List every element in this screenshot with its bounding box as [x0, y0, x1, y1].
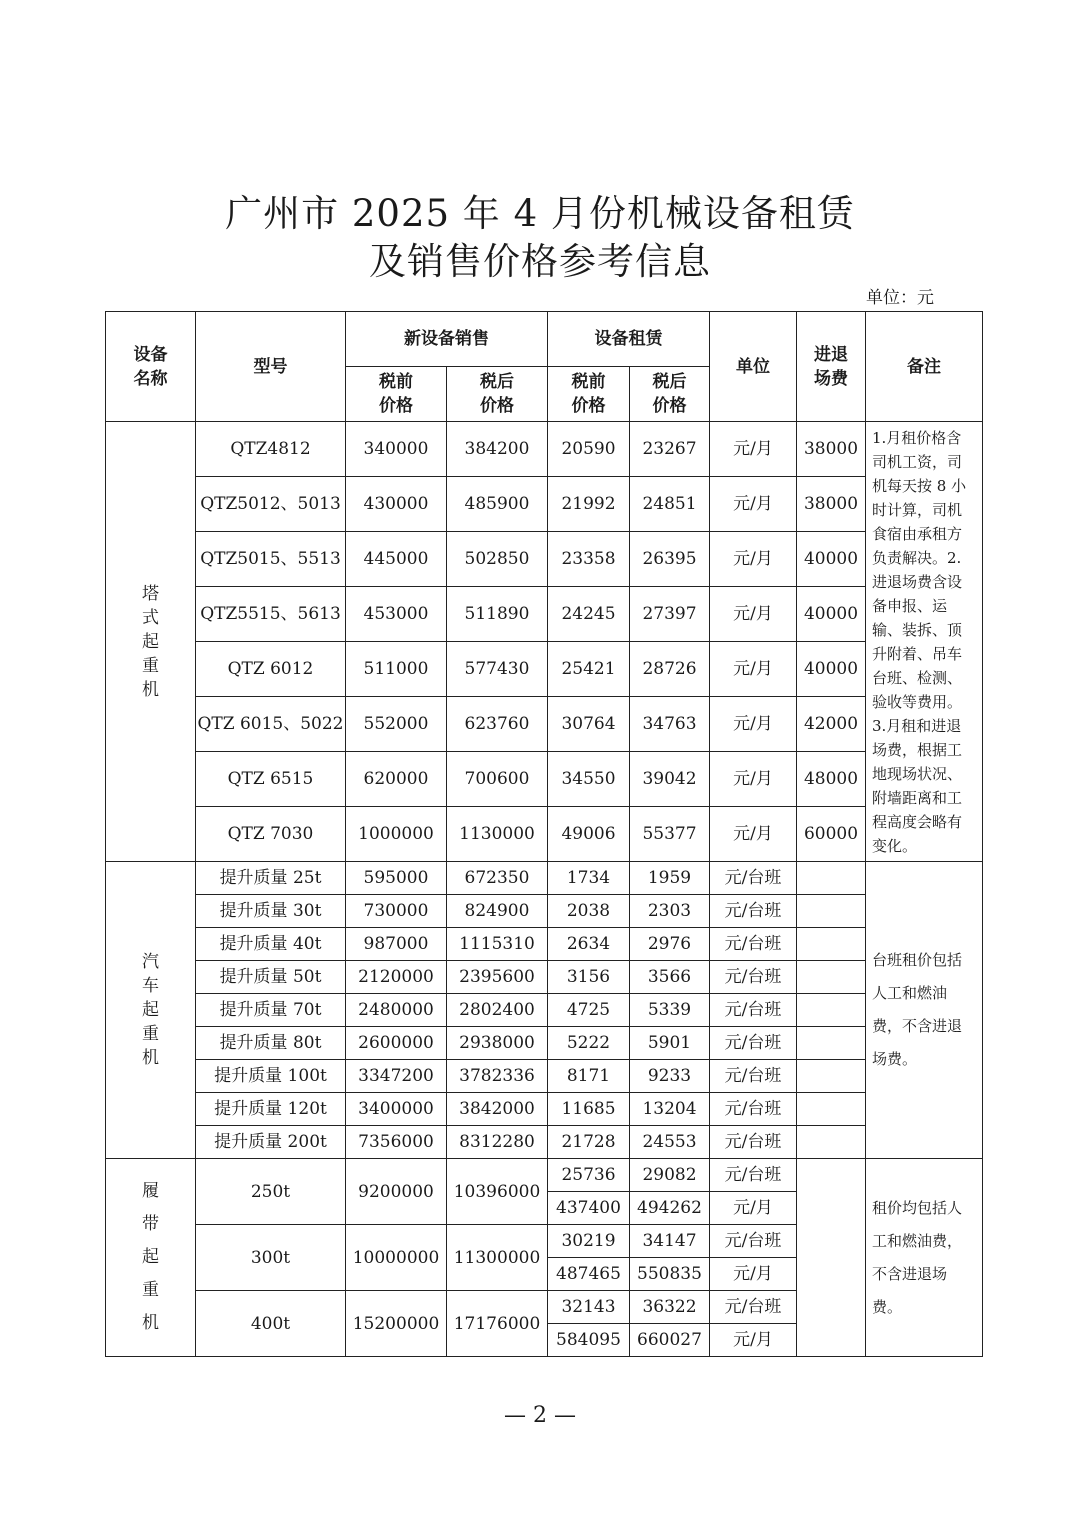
sale-pre-cell: 511000: [346, 642, 447, 697]
unit-cell: 元/月: [710, 697, 797, 752]
title-line-2: 及销售价格参考信息: [369, 240, 711, 283]
fee-cell: [797, 928, 866, 961]
model-cell: 提升质量 80t: [196, 1027, 346, 1060]
rent-post-cell: 1959: [630, 862, 710, 895]
sale-pre-cell: 730000: [346, 895, 447, 928]
unit-cell: 元/台班: [710, 1126, 797, 1159]
rent-post-cell: 34147: [630, 1225, 710, 1258]
rent-pre-cell: 11685: [548, 1093, 630, 1126]
sale-post-cell: 623760: [447, 697, 548, 752]
sale-post-cell: 502850: [447, 532, 548, 587]
rent-pre-cell: 2038: [548, 895, 630, 928]
fee-cell: [797, 961, 866, 994]
sale-post-cell: 11300000: [447, 1225, 548, 1291]
truck-remark: 台班租价包括人工和燃油费，不含进退场费。: [866, 862, 983, 1159]
header-rent-post-tax: 税后价格: [630, 367, 710, 422]
model-cell: 提升质量 70t: [196, 994, 346, 1027]
header-sale-post-tax: 税后价格: [447, 367, 548, 422]
model-cell: 400t: [196, 1291, 346, 1357]
rent-post-cell: 24851: [630, 477, 710, 532]
sale-pre-cell: 340000: [346, 422, 447, 477]
rent-post-cell: 13204: [630, 1093, 710, 1126]
sale-pre-cell: 595000: [346, 862, 447, 895]
header-fee: 进退场费: [797, 312, 866, 422]
unit-cell: 元/台班: [710, 1027, 797, 1060]
fee-cell: 38000: [797, 477, 866, 532]
unit-cell: 元/月: [710, 807, 797, 862]
unit-cell: 元/月: [710, 1192, 797, 1225]
unit-cell: 元/月: [710, 477, 797, 532]
rent-post-cell: 24553: [630, 1126, 710, 1159]
sale-pre-cell: 2480000: [346, 994, 447, 1027]
sale-pre-cell: 2600000: [346, 1027, 447, 1060]
model-cell: 提升质量 50t: [196, 961, 346, 994]
sale-post-cell: 511890: [447, 587, 548, 642]
rent-post-cell: 55377: [630, 807, 710, 862]
sale-pre-cell: 445000: [346, 532, 447, 587]
unit-cell: 元/月: [710, 752, 797, 807]
rent-pre-cell: 25736: [548, 1159, 630, 1192]
rent-pre-cell: 21728: [548, 1126, 630, 1159]
unit-cell: 元/台班: [710, 1291, 797, 1324]
sale-post-cell: 1115310: [447, 928, 548, 961]
title-line-1: 广州市 2025 年 4 月份机械设备租赁: [225, 192, 855, 235]
fee-cell: 60000: [797, 807, 866, 862]
fee-cell: [797, 1159, 866, 1357]
table-row: [106, 961, 983, 994]
table-row: [106, 477, 983, 532]
tower-crane-name: 塔式起重机: [106, 422, 196, 862]
sale-pre-cell: 2120000: [346, 961, 447, 994]
unit-cell: 元/台班: [710, 1060, 797, 1093]
table-row: [106, 1027, 983, 1060]
rent-pre-cell: 1734: [548, 862, 630, 895]
rent-post-cell: 5339: [630, 994, 710, 1027]
sale-post-cell: 384200: [447, 422, 548, 477]
sale-post-cell: 824900: [447, 895, 548, 928]
header-remark: 备注: [866, 312, 983, 422]
sale-post-cell: 577430: [447, 642, 548, 697]
model-cell: QTZ 7030: [196, 807, 346, 862]
crawler-crane-name: 履带起重机: [106, 1159, 196, 1357]
model-cell: 提升质量 120t: [196, 1093, 346, 1126]
rent-post-cell: 29082: [630, 1159, 710, 1192]
fee-cell: 40000: [797, 587, 866, 642]
header-model: 型号: [196, 312, 346, 422]
fee-cell: 48000: [797, 752, 866, 807]
sale-pre-cell: 10000000: [346, 1225, 447, 1291]
rent-pre-cell: 21992: [548, 477, 630, 532]
model-cell: 提升质量 40t: [196, 928, 346, 961]
rent-pre-cell: 49006: [548, 807, 630, 862]
fee-cell: [797, 1126, 866, 1159]
rent-pre-cell: 20590: [548, 422, 630, 477]
rent-post-cell: 550835: [630, 1258, 710, 1291]
sale-post-cell: 3782336: [447, 1060, 548, 1093]
table-row: [106, 807, 983, 862]
rent-pre-cell: 487465: [548, 1258, 630, 1291]
table-row: [106, 895, 983, 928]
fee-cell: [797, 1060, 866, 1093]
header-name: 设备名称: [106, 312, 196, 422]
sale-post-cell: 672350: [447, 862, 548, 895]
rent-pre-cell: 32143: [548, 1291, 630, 1324]
header-unit: 单位: [710, 312, 797, 422]
fee-cell: [797, 1093, 866, 1126]
fee-cell: [797, 862, 866, 895]
rent-post-cell: 5901: [630, 1027, 710, 1060]
table-row: [106, 752, 983, 807]
rent-post-cell: 2303: [630, 895, 710, 928]
rent-post-cell: 9233: [630, 1060, 710, 1093]
table-row: [106, 642, 983, 697]
sale-post-cell: 2802400: [447, 994, 548, 1027]
rent-pre-cell: 30764: [548, 697, 630, 752]
sale-pre-cell: 1000000: [346, 807, 447, 862]
rent-post-cell: 28726: [630, 642, 710, 697]
fee-cell: [797, 994, 866, 1027]
header-sale-pre-tax: 税前价格: [346, 367, 447, 422]
sale-post-cell: 17176000: [447, 1291, 548, 1357]
rent-pre-cell: 437400: [548, 1192, 630, 1225]
price-table: [105, 311, 983, 1357]
rent-post-cell: 39042: [630, 752, 710, 807]
fee-cell: 38000: [797, 422, 866, 477]
unit-cell: 元/台班: [710, 895, 797, 928]
rent-post-cell: 27397: [630, 587, 710, 642]
rent-pre-cell: 34550: [548, 752, 630, 807]
rent-post-cell: 494262: [630, 1192, 710, 1225]
model-cell: 300t: [196, 1225, 346, 1291]
rent-pre-cell: 4725: [548, 994, 630, 1027]
model-cell: QTZ5012、5013: [196, 477, 346, 532]
unit-cell: 元/台班: [710, 1093, 797, 1126]
sale-pre-cell: 7356000: [346, 1126, 447, 1159]
sale-pre-cell: 15200000: [346, 1291, 447, 1357]
unit-cell: 元/台班: [710, 994, 797, 1027]
sale-post-cell: 700600: [447, 752, 548, 807]
unit-cell: 元/台班: [710, 862, 797, 895]
unit-cell: 元/台班: [710, 1159, 797, 1192]
sale-pre-cell: 430000: [346, 477, 447, 532]
rent-pre-cell: 30219: [548, 1225, 630, 1258]
model-cell: 提升质量 25t: [196, 862, 346, 895]
unit-cell: 元/月: [710, 422, 797, 477]
model-cell: QTZ 6012: [196, 642, 346, 697]
rent-post-cell: 34763: [630, 697, 710, 752]
model-cell: QTZ5515、5613: [196, 587, 346, 642]
rent-post-cell: 660027: [630, 1324, 710, 1357]
sale-pre-cell: 3347200: [346, 1060, 447, 1093]
rent-pre-cell: 2634: [548, 928, 630, 961]
model-cell: QTZ 6015、5022: [196, 697, 346, 752]
rent-post-cell: 36322: [630, 1291, 710, 1324]
fee-cell: [797, 1027, 866, 1060]
table-row: [106, 1159, 983, 1192]
sale-pre-cell: 3400000: [346, 1093, 447, 1126]
unit-cell: 元/月: [710, 642, 797, 697]
model-cell: 提升质量 200t: [196, 1126, 346, 1159]
model-cell: 提升质量 30t: [196, 895, 346, 928]
fee-cell: [797, 895, 866, 928]
rent-pre-cell: 584095: [548, 1324, 630, 1357]
rent-pre-cell: 5222: [548, 1027, 630, 1060]
table-row: [106, 1060, 983, 1093]
model-cell: 250t: [196, 1159, 346, 1225]
fee-cell: 42000: [797, 697, 866, 752]
page-number: — 2 —: [504, 1403, 576, 1428]
document-title: [0, 190, 1080, 286]
sale-post-cell: 3842000: [447, 1093, 548, 1126]
model-cell: QTZ5015、5513: [196, 532, 346, 587]
model-cell: QTZ 6515: [196, 752, 346, 807]
sale-pre-cell: 987000: [346, 928, 447, 961]
sale-post-cell: 485900: [447, 477, 548, 532]
rent-pre-cell: 3156: [548, 961, 630, 994]
table-row: [106, 994, 983, 1027]
rent-post-cell: 3566: [630, 961, 710, 994]
sale-pre-cell: 453000: [346, 587, 447, 642]
sale-pre-cell: 9200000: [346, 1159, 447, 1225]
table-row: [106, 1093, 983, 1126]
rent-post-cell: 2976: [630, 928, 710, 961]
sale-post-cell: 10396000: [447, 1159, 548, 1225]
table-row: [106, 587, 983, 642]
rent-post-cell: 26395: [630, 532, 710, 587]
sale-pre-cell: 620000: [346, 752, 447, 807]
header-rent: 设备租赁: [548, 312, 710, 367]
unit-cell: 元/台班: [710, 961, 797, 994]
unit-cell: 元/台班: [710, 1225, 797, 1258]
rent-pre-cell: 23358: [548, 532, 630, 587]
sale-pre-cell: 552000: [346, 697, 447, 752]
table-row: [106, 928, 983, 961]
rent-pre-cell: 8171: [548, 1060, 630, 1093]
unit-note: 单位：元: [866, 288, 934, 308]
sale-post-cell: 2395600: [447, 961, 548, 994]
sale-post-cell: 1130000: [447, 807, 548, 862]
table-row: [106, 862, 983, 895]
table-row: [106, 697, 983, 752]
unit-cell: 元/月: [710, 1324, 797, 1357]
table-row: [106, 422, 983, 477]
table-row: [106, 532, 983, 587]
crawler-remark: 租价均包括人工和燃油费，不含进退场费。: [866, 1159, 983, 1357]
model-cell: 提升质量 100t: [196, 1060, 346, 1093]
fee-cell: 40000: [797, 532, 866, 587]
table-row: [106, 1126, 983, 1159]
rent-pre-cell: 25421: [548, 642, 630, 697]
sale-post-cell: 8312280: [447, 1126, 548, 1159]
unit-cell: 元/月: [710, 1258, 797, 1291]
truck-crane-name: 汽车起重机: [106, 862, 196, 1159]
sale-post-cell: 2938000: [447, 1027, 548, 1060]
model-cell: QTZ4812: [196, 422, 346, 477]
fee-cell: 40000: [797, 642, 866, 697]
rent-post-cell: 23267: [630, 422, 710, 477]
tower-remark: 1.月租价格含司机工资，司机每天按 8 小时计算，司机食宿由承租方负责解决。2.进退场费含设备申报、运输、装拆、顶升附着、吊车台班、检测、验收等费用。3.月租和进退场费，根据工地现场状况、附墙距离和工程高度会略有变化。: [866, 422, 983, 862]
unit-cell: 元/台班: [710, 928, 797, 961]
header-rent-pre-tax: 税前价格: [548, 367, 630, 422]
header-sale: 新设备销售: [346, 312, 548, 367]
unit-cell: 元/月: [710, 587, 797, 642]
unit-cell: 元/月: [710, 532, 797, 587]
rent-pre-cell: 24245: [548, 587, 630, 642]
